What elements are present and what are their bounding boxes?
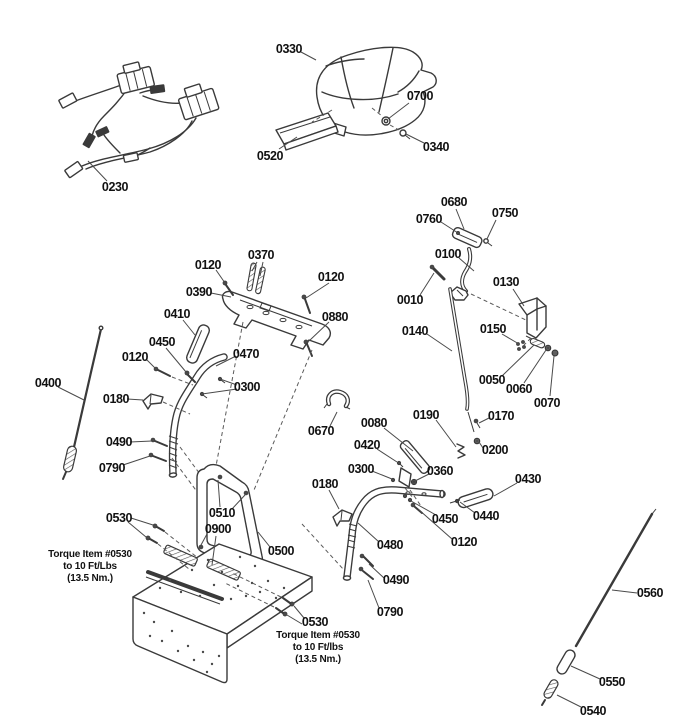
part-label-0120-screw: 0120 bbox=[450, 535, 478, 549]
part-label-0150-fastener-cluster: 0150 bbox=[479, 322, 507, 336]
leader-line bbox=[456, 209, 464, 229]
torque-note-line: Torque Item #0530 bbox=[276, 630, 360, 641]
screw-0340 bbox=[400, 130, 410, 139]
part-label-0790-screw: 0790 bbox=[98, 461, 126, 475]
part-label-0450-bolt: 0450 bbox=[148, 335, 176, 349]
leader-line bbox=[358, 523, 379, 542]
part-label-0880-screw: 0880 bbox=[321, 310, 349, 324]
part-label-0790-screw: 0790 bbox=[376, 605, 404, 619]
screw-0490-left bbox=[151, 438, 167, 446]
part-label-0900-bolts: 0900 bbox=[204, 522, 232, 536]
part-label-0430-grip: 0430 bbox=[514, 472, 542, 486]
part-label-0760-screw: 0760 bbox=[415, 212, 443, 226]
grip-0430 bbox=[457, 487, 495, 509]
part-label-0470-upper-handle-left: 0470 bbox=[232, 347, 260, 361]
connector-block bbox=[176, 80, 220, 120]
bolts-0300-left bbox=[200, 377, 225, 398]
spring-end-0540 bbox=[543, 678, 560, 699]
part-label-0180-clamp: 0180 bbox=[102, 392, 130, 406]
part-label-0680-speed-lever: 0680 bbox=[440, 195, 468, 209]
clip-0190 bbox=[457, 444, 465, 458]
leader-line bbox=[123, 456, 150, 465]
screw-0490-right bbox=[360, 554, 373, 566]
part-label-0120-screw: 0120 bbox=[194, 258, 222, 272]
part-label-0140-long-rod: 0140 bbox=[401, 324, 429, 338]
leader-line bbox=[202, 389, 237, 394]
part-label-0700-washer: 0700 bbox=[406, 89, 434, 103]
leader-line bbox=[384, 428, 413, 451]
support-bracket-assembly bbox=[216, 263, 330, 490]
leader-line bbox=[513, 289, 524, 306]
link-plate bbox=[399, 468, 411, 487]
part-label-0530-torque-bolts: 0530 bbox=[301, 615, 329, 629]
leader-line bbox=[369, 564, 384, 578]
part-label-0200-nut: 0200 bbox=[481, 443, 509, 457]
part-label-0510-bolts: 0510 bbox=[208, 506, 236, 520]
callout-labels bbox=[35, 42, 664, 718]
leader-line bbox=[88, 161, 107, 181]
part-label-0060-nut: 0060 bbox=[505, 382, 533, 396]
part-label-0540-spring-end: 0540 bbox=[579, 704, 607, 718]
part-label-0230-wiring-harness: 0230 bbox=[101, 180, 129, 194]
speed-lever-assembly bbox=[430, 226, 558, 458]
part-label-0050-spring-pin: 0050 bbox=[478, 373, 506, 387]
part-label-0330-console-cover: 0330 bbox=[275, 42, 303, 56]
leader-line bbox=[436, 420, 456, 447]
right-handle-assembly bbox=[302, 439, 494, 580]
leader-line bbox=[441, 222, 458, 233]
screw-0750 bbox=[484, 239, 488, 243]
leader-line bbox=[287, 615, 302, 624]
part-label-0520-label-strip: 0520 bbox=[256, 149, 284, 163]
label-strip bbox=[276, 110, 338, 150]
part-label-0750-knob-screw: 0750 bbox=[491, 206, 519, 220]
part-label-0300-bolts: 0300 bbox=[233, 380, 261, 394]
leader-line bbox=[372, 471, 392, 479]
part-label-0420-bolt: 0420 bbox=[353, 438, 381, 452]
part-label-0400-cable: 0400 bbox=[34, 376, 62, 390]
leader-line bbox=[183, 320, 195, 335]
leader-line bbox=[612, 590, 637, 593]
part-label-0340-screw: 0340 bbox=[422, 140, 450, 154]
wiring-harness bbox=[59, 59, 220, 177]
leader-line bbox=[524, 350, 546, 383]
part-label-0560-long-rod: 0560 bbox=[636, 586, 664, 600]
part-label-0370-spring-pins: 0370 bbox=[247, 248, 275, 262]
part-label-0500-loop-frame: 0500 bbox=[267, 544, 295, 558]
cable-0400 bbox=[63, 326, 103, 479]
part-label-0410-grip: 0410 bbox=[163, 307, 191, 321]
torque-note-line: to 10 Ft/lbs bbox=[292, 642, 344, 653]
part-label-0360-nut: 0360 bbox=[426, 464, 454, 478]
leader-line bbox=[131, 518, 153, 525]
part-label-0180-clamp: 0180 bbox=[311, 477, 339, 491]
spring-pin bbox=[247, 263, 257, 291]
part-label-0390-support-bracket: 0390 bbox=[185, 285, 213, 299]
ferrule-0550 bbox=[555, 648, 577, 676]
part-label-0100-control-rod: 0100 bbox=[434, 247, 462, 261]
leader-line bbox=[166, 348, 186, 372]
leader-line bbox=[571, 666, 600, 679]
part-label-0070-washer: 0070 bbox=[533, 396, 561, 410]
bolt-0170 bbox=[474, 419, 478, 423]
part-label-0480-upper-handle-right: 0480 bbox=[376, 538, 404, 552]
part-label-0530-torque-bolts: 0530 bbox=[105, 511, 133, 525]
leader-line bbox=[329, 490, 339, 509]
hook-0670 bbox=[324, 392, 350, 409]
leader-line bbox=[58, 387, 84, 400]
torque-note-line: (13.5 Nm.) bbox=[67, 573, 113, 584]
fastener-cluster-0150 bbox=[516, 340, 525, 350]
leader-line bbox=[368, 580, 379, 608]
leader-line bbox=[557, 695, 581, 707]
torque-note-line: to 10 Ft/Lbs bbox=[63, 561, 117, 572]
part-label-0670-hook: 0670 bbox=[307, 424, 335, 438]
part-label-0300-bolt: 0300 bbox=[347, 462, 375, 476]
clamp-foot bbox=[163, 545, 198, 567]
grip-0410 bbox=[185, 323, 211, 364]
spring-pin bbox=[255, 267, 266, 294]
part-label-0490-screw: 0490 bbox=[382, 573, 410, 587]
leader-line bbox=[420, 273, 434, 295]
bolt-0440 bbox=[450, 499, 460, 503]
leader-line bbox=[494, 483, 517, 496]
torque-note-line: Torque Item #0530 bbox=[48, 549, 132, 560]
leader-line bbox=[130, 441, 152, 442]
screw-0790-left bbox=[149, 453, 166, 461]
part-label-0450-bolts: 0450 bbox=[431, 512, 459, 526]
connector-block bbox=[115, 59, 155, 93]
part-label-0120-screw: 0120 bbox=[121, 350, 149, 364]
part-label-0080-lever-blade: 0080 bbox=[360, 416, 388, 430]
screw-0790-right bbox=[359, 567, 373, 579]
part-label-0440-bolt: 0440 bbox=[472, 509, 500, 523]
leader-line bbox=[550, 356, 554, 396]
leader-line bbox=[301, 52, 316, 60]
leader-line bbox=[487, 220, 496, 239]
leader-line bbox=[306, 283, 329, 298]
leader-line bbox=[127, 399, 143, 400]
part-label-0120-screw: 0120 bbox=[317, 270, 345, 284]
part-label-0550-ferrule: 0550 bbox=[598, 675, 626, 689]
screw-0120-handle bbox=[154, 367, 193, 385]
part-label-0170-bolt: 0170 bbox=[487, 409, 515, 423]
part-label-0190-clip: 0190 bbox=[412, 408, 440, 422]
part-label-0010-pin: 0010 bbox=[396, 293, 424, 307]
leader-line bbox=[427, 334, 452, 351]
part-label-0490-screw: 0490 bbox=[105, 435, 133, 449]
part-label-0130-bracket: 0130 bbox=[492, 275, 520, 289]
torque-note-line: (13.5 Nm.) bbox=[295, 654, 341, 665]
